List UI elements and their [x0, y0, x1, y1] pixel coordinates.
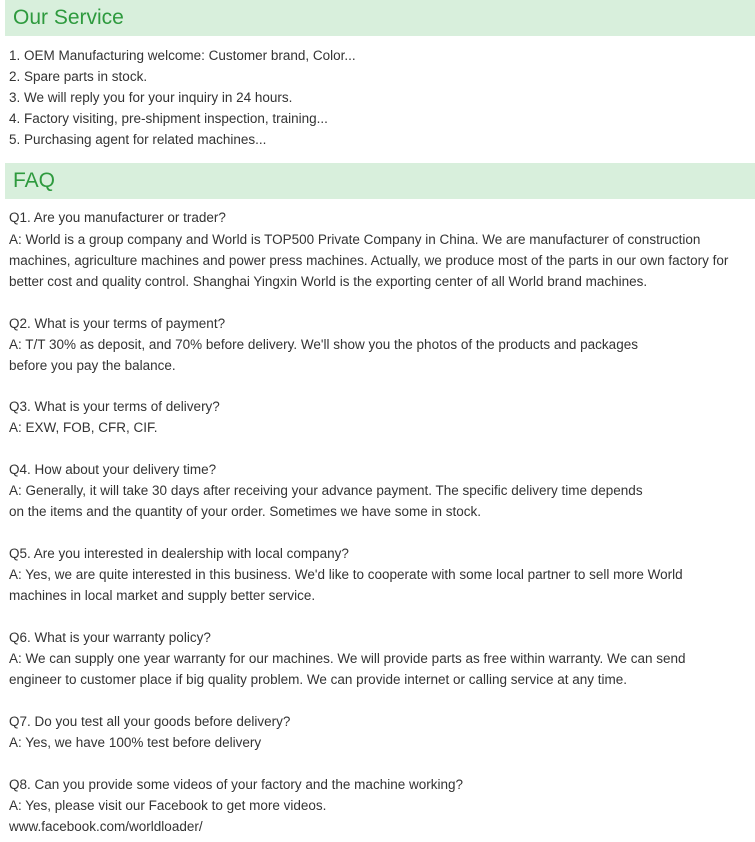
our-service-header [5, 0, 755, 36]
service-item-1: 1. OEM Manufacturing welcome: Customer brand, Color... [9, 48, 356, 63]
faq-q4-answer-line-1: A: Generally, it will take 30 days after receiving your advance payment. The specific delivery time depends [9, 483, 643, 498]
faq-q2-answer-line-2: before you pay the balance. [9, 358, 176, 373]
faq-q8-answer-line-1: A: Yes, please visit our Facebook to get more videos. [9, 798, 327, 813]
faq-q5-answer-line-2: machines in local market and supply better service. [9, 588, 316, 603]
faq-q4-answer-line-2: on the items and the quantity of your order. Sometimes we have some in stock. [9, 504, 481, 519]
faq-q3-question: Q3. What is your terms of delivery? [9, 399, 220, 414]
our-service-title: Our Service [13, 6, 124, 29]
service-item-3: 3. We will reply you for your inquiry in 24 hours. [9, 90, 293, 105]
faq-q6-answer-line-2: engineer to customer place if big quality problem. We can provide internet or calling service at any time. [9, 672, 628, 687]
faq-title: FAQ [13, 169, 56, 192]
faq-q3-answer-line-1: A: EXW, FOB, CFR, CIF. [9, 420, 158, 435]
faq-q6-answer-line-1: A: We can supply one year warranty for our machines. We will provide parts as free within warranty. We can send [9, 651, 686, 666]
faq-q1-question: Q1. Are you manufacturer or trader? [9, 210, 226, 225]
faq-q7-question: Q7. Do you test all your goods before delivery? [9, 714, 291, 729]
faq-q7-answer-line-1: A: Yes, we have 100% test before delivery [9, 735, 262, 750]
faq-q1-answer-line-2: machines, agriculture machines and power press machines. Actually, we produce most of the parts in our own factory for [9, 253, 729, 268]
service-item-2: 2. Spare parts in stock. [9, 69, 148, 84]
faq-q6-question: Q6. What is your warranty policy? [9, 630, 211, 645]
faq-q1-answer-line-3: better cost and quality control. Shanghai Yingxin World is the exporting center of all World brand machines. [9, 274, 648, 289]
faq-header [5, 163, 755, 199]
service-item-4: 4. Factory visiting, pre-shipment inspection, training... [9, 111, 328, 126]
faq-q5-question: Q5. Are you interested in dealership with local company? [9, 546, 349, 561]
faq-q1-answer-line-1: A: World is a group company and World is TOP500 Private Company in China. We are manufacturer of construction [9, 232, 701, 247]
faq-q8-question: Q8. Can you provide some videos of your factory and the machine working? [9, 777, 463, 792]
faq-q4-question: Q4. How about your delivery time? [9, 462, 217, 477]
facebook-url: www.facebook.com/worldloader/ [9, 819, 203, 834]
faq-q5-answer-line-1: A: Yes, we are quite interested in this business. We'd like to cooperate with some local partner to sell more World [9, 567, 683, 582]
service-item-5: 5. Purchasing agent for related machines... [9, 132, 267, 147]
faq-q2-answer-line-1: A: T/T 30% as deposit, and 70% before delivery. We'll show you the photos of the products and packages [9, 337, 638, 352]
faq-q2-question: Q2. What is your terms of payment? [9, 316, 226, 331]
